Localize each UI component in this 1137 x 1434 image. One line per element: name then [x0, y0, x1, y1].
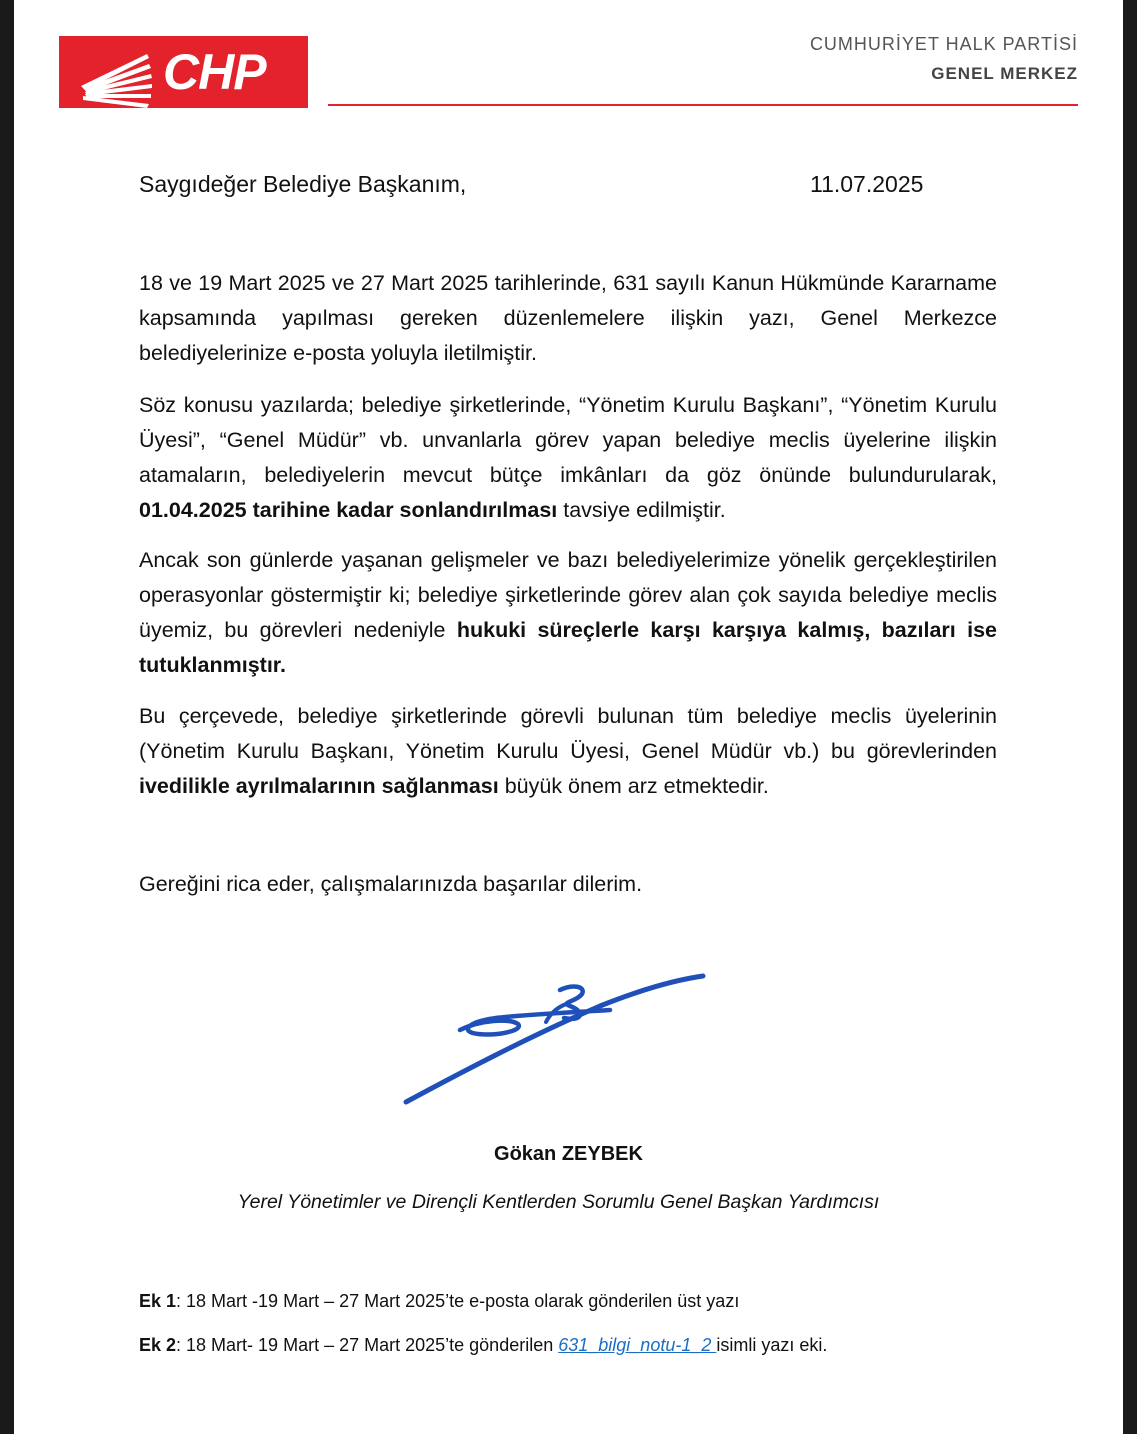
paragraph-1: 18 ve 19 Mart 2025 ve 27 Mart 2025 tarihlerinde, 631 sayılı Kanun Hükmünde Kararname kapsamında yapılması gereken düzenlemelere ilişkin yazı, Genel Merkezce belediyelerinize e-posta yoluyla iletilmiştir.	[139, 271, 997, 365]
paragraph-4-tail: büyük önem arz etmektedir.	[498, 774, 769, 798]
right-scan-edge	[1123, 0, 1137, 1434]
paragraph-2-text: Söz konusu yazılarda; belediye şirketlerinde, “Yönetim Kurulu Başkanı”, “Yönetim Kurulu Üyesi”, “Genel Müdür” vb. unvanlarla görev yapan belediye meclis üyelerine ilişkin atamaların, belediyelerin mevcut bütçe imkânları da göz önünde bulundurularak,	[139, 393, 997, 487]
annex-2	[139, 1332, 827, 1358]
closing-line: Gereğini rica eder, çalışmalarınızda başarılar dilerim.	[139, 872, 643, 896]
paragraph-4-text: Bu çerçevede, belediye şirketlerinde görevli bulunan tüm belediye meclis üyelerinin (Yönetim Kurulu Başkanı, Yönetim Kurulu Üyesi, Genel Müdür vb.) bu görevlerinden	[139, 704, 997, 763]
annex-2-attachment-link[interactable]: 631_bilgi_notu-1_2	[558, 1335, 717, 1355]
chp-logo	[59, 36, 308, 108]
paragraph-4-emphasis: ivedilikle ayrılmalarının sağlanması	[139, 774, 499, 798]
annex-1	[139, 1288, 739, 1314]
paragraph-2-emphasis: 01.04.2025 tarihine kadar sonlandırılması	[139, 498, 558, 522]
logo-text: CHP	[163, 44, 266, 100]
annex-1-label: Ek 1	[139, 1291, 177, 1311]
organization-department: GENEL MERKEZ	[931, 64, 1078, 83]
salutation: Saygıdeğer Belediye Başkanım,	[139, 171, 467, 197]
header-divider	[328, 104, 1078, 106]
paragraph-3-emphasis: hukuki süreçlerle karşı karşıya kalmış, bazıları ise tutuklanmıştır.	[139, 618, 997, 677]
annex-1-text: : 18 Mart -19 Mart – 27 Mart 2025’te e-posta olarak gönderilen üst yazı	[176, 1291, 740, 1311]
paragraph-2-tail: tavsiye edilmiştir.	[557, 498, 726, 522]
handwritten-signature	[400, 968, 710, 1108]
signer-name: Gökan ZEYBEK	[494, 1143, 643, 1165]
paragraph-2	[139, 388, 997, 528]
left-scan-edge	[0, 0, 14, 1434]
annex-2-text: : 18 Mart- 19 Mart – 27 Mart 2025’te gönderilen	[176, 1335, 559, 1355]
signer-title: Yerel Yönetimler ve Dirençli Kentlerden Sorumlu Genel Başkan Yardımcısı	[237, 1191, 880, 1213]
paragraph-3	[139, 543, 997, 683]
organization-name: CUMHURİYET HALK PARTİSİ	[809, 34, 1078, 54]
letter-date: 11.07.2025	[810, 171, 924, 197]
paragraph-3-text: Ancak son günlerde yaşanan gelişmeler ve bazı belediyelerimize yönelik gerçekleştirilen operasyonlar göstermiştir ki; belediye şirketlerinde görev alan çok sayıda belediye meclis üyemiz, bu görevleri nedeniyle	[139, 548, 997, 642]
annex-2-label: Ek 2	[139, 1335, 177, 1355]
annex-2-tail: isimli yazı eki.	[716, 1335, 828, 1355]
paragraph-4	[139, 699, 997, 804]
